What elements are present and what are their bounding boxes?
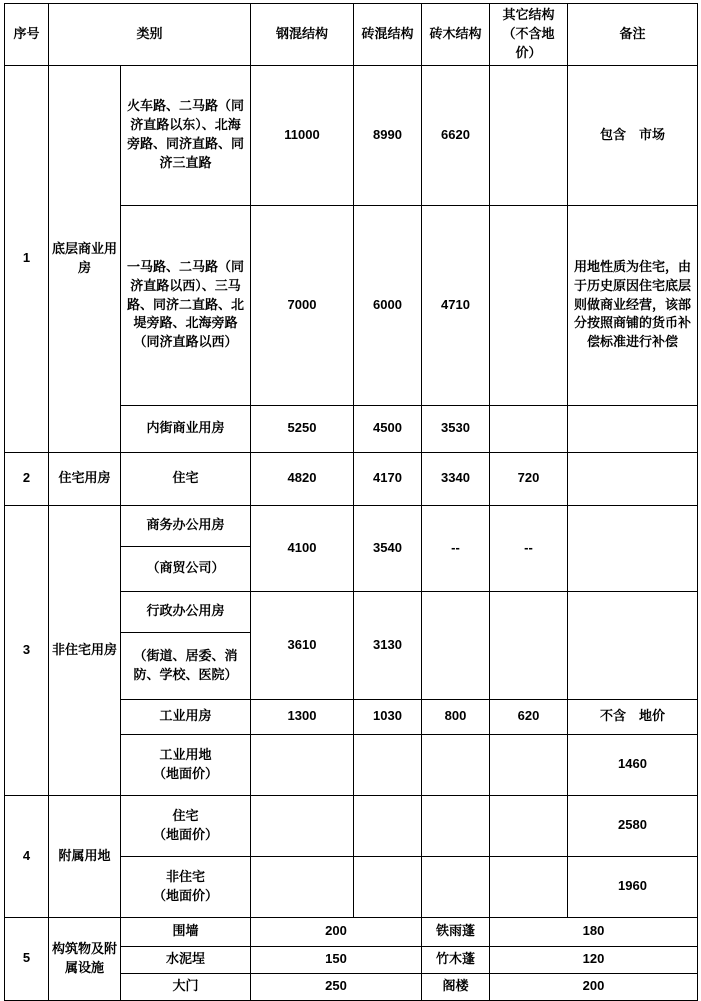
cell-zhuanhun [354, 734, 422, 795]
cell-zhuanhun: 4500 [354, 405, 422, 452]
row-group-label: 非住宅用房 [49, 505, 121, 795]
header-gangrun: 钢混结构 [251, 4, 354, 66]
cell-gangrun [251, 795, 354, 856]
row-index: 1 [5, 65, 49, 452]
header-index: 序号 [5, 4, 49, 66]
cell-other [490, 405, 568, 452]
facility-value: 180 [490, 917, 698, 946]
cell-other [490, 591, 568, 699]
row-index: 3 [5, 505, 49, 795]
cell-remark [568, 452, 698, 505]
cell-remark [568, 505, 698, 591]
header-remark: 备注 [568, 4, 698, 66]
row-item-line1: 住宅 [172, 807, 199, 823]
table-row [5, 917, 698, 946]
cell-zhuanhun: 3130 [354, 591, 422, 699]
facility-value: 250 [251, 973, 422, 1000]
row-group-label: 底层商业用房 [49, 65, 121, 452]
cell-remark [568, 591, 698, 699]
cell-gangrun [251, 856, 354, 917]
cell-zhuanmu: 800 [422, 699, 490, 734]
cell-zhuanhun: 4170 [354, 452, 422, 505]
facility-value: 150 [251, 946, 422, 973]
cell-gangrun: 11000 [251, 65, 354, 205]
cell-gangrun [251, 734, 354, 795]
cell-other [490, 65, 568, 205]
cell-zhuanmu: 3530 [422, 405, 490, 452]
cell-zhuanmu [422, 795, 490, 856]
row-item: 一马路、二马路（同济直路以西）、三马路、同济二直路、北堤旁路、北海旁路（同济直路以西） [121, 205, 251, 405]
cell-other: 720 [490, 452, 568, 505]
row-item: 商务办公用房 [121, 505, 251, 546]
row-item: 内街商业用房 [121, 405, 251, 452]
cell-zhuanmu: -- [422, 505, 490, 591]
row-item-line2: （地面价） [153, 887, 219, 903]
row-item: 火车路、二马路（同济直路以东）、北海旁路、同济直路、同济三直路 [121, 65, 251, 205]
cell-zhuanmu [422, 734, 490, 795]
compensation-table [4, 3, 698, 1001]
cell-remark: 用地性质为住宅，由于历史原因住宅底层则做商业经营，该部分按照商铺的货币补偿标准进行补偿 [568, 205, 698, 405]
header-other: 其它结构（不含地价） [490, 4, 568, 66]
cell-zhuanhun: 6000 [354, 205, 422, 405]
cell-gangrun: 3610 [251, 591, 354, 699]
row-item-secondary: （商贸公司） [121, 546, 251, 591]
table-header-row [5, 4, 698, 66]
header-category: 类别 [49, 4, 251, 66]
cell-zhuanhun [354, 795, 422, 856]
row-item-line1: 非住宅 [166, 868, 206, 884]
cell-gangrun: 4820 [251, 452, 354, 505]
facility-value: 200 [490, 973, 698, 1000]
cell-remark [568, 405, 698, 452]
cell-zhuanhun: 3540 [354, 505, 422, 591]
cell-zhuanhun: 8990 [354, 65, 422, 205]
cell-other [490, 856, 568, 917]
cell-gangrun: 5250 [251, 405, 354, 452]
cell-gangrun: 4100 [251, 505, 354, 591]
row-index: 4 [5, 795, 49, 917]
table-row [5, 65, 698, 205]
cell-other: 620 [490, 699, 568, 734]
facility-name: 大门 [121, 973, 251, 1000]
facility-value: 120 [490, 946, 698, 973]
table-row [5, 795, 698, 856]
row-item: 行政办公用房 [121, 591, 251, 632]
row-group-label: 附属用地 [49, 795, 121, 917]
cell-other [490, 795, 568, 856]
cell-zhuanmu: 6620 [422, 65, 490, 205]
row-index: 5 [5, 917, 49, 1000]
cell-zhuanmu: 3340 [422, 452, 490, 505]
cell-remark: 包含 市场 [568, 65, 698, 205]
cell-remark: 不含 地价 [568, 699, 698, 734]
facility-name: 铁雨蓬 [422, 917, 490, 946]
cell-zhuanhun: 1030 [354, 699, 422, 734]
cell-gangrun: 1300 [251, 699, 354, 734]
row-index: 2 [5, 452, 49, 505]
cell-gangrun: 7000 [251, 205, 354, 405]
cell-remark: 1460 [568, 734, 698, 795]
facility-value: 200 [251, 917, 422, 946]
table-row [5, 452, 698, 505]
row-group-label: 住宅用房 [49, 452, 121, 505]
row-item-line1: 工业用地 [159, 746, 212, 762]
table-row [5, 505, 698, 546]
cell-other [490, 734, 568, 795]
row-group-label: 构筑物及附属设施 [49, 917, 121, 1000]
facility-name: 围墙 [121, 917, 251, 946]
facility-name: 阁楼 [422, 973, 490, 1000]
row-item [121, 734, 251, 795]
cell-zhuanmu: 4710 [422, 205, 490, 405]
row-item-secondary: （街道、居委、消防、学校、医院） [121, 632, 251, 699]
header-zhuanhun: 砖混结构 [354, 4, 422, 66]
facility-name: 竹木蓬 [422, 946, 490, 973]
cell-remark: 1960 [568, 856, 698, 917]
row-item [121, 795, 251, 856]
cell-zhuanmu [422, 591, 490, 699]
row-item [121, 856, 251, 917]
cell-remark: 2580 [568, 795, 698, 856]
cell-other: -- [490, 505, 568, 591]
row-item: 住宅 [121, 452, 251, 505]
cell-other [490, 205, 568, 405]
row-item-line2: （地面价） [153, 826, 219, 842]
row-item: 工业用房 [121, 699, 251, 734]
facility-name: 水泥埕 [121, 946, 251, 973]
header-zhuanmu: 砖木结构 [422, 4, 490, 66]
row-item-line2: （地面价） [153, 765, 219, 781]
cell-zhuanmu [422, 856, 490, 917]
cell-zhuanhun [354, 856, 422, 917]
